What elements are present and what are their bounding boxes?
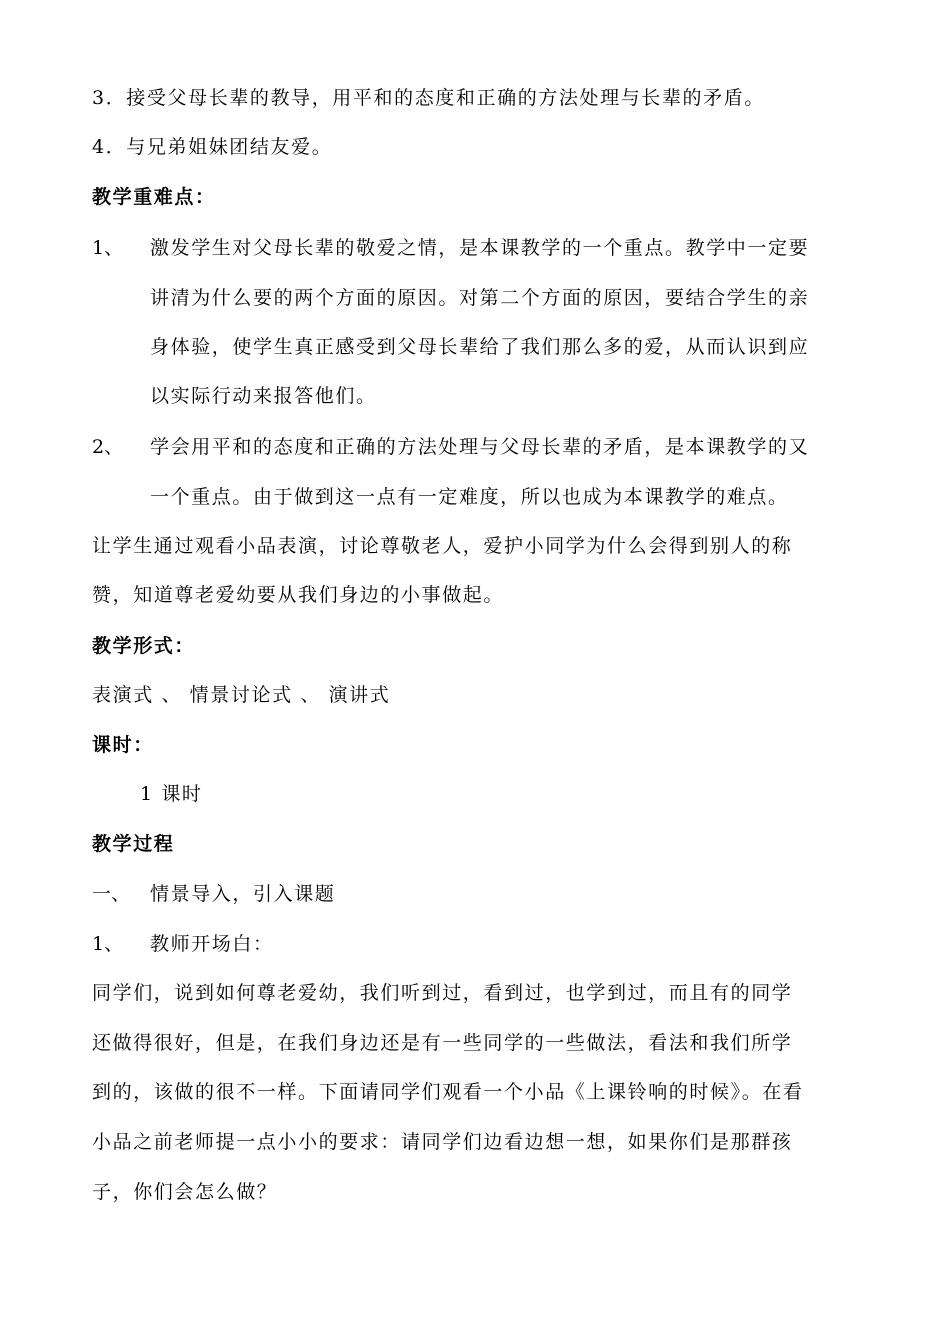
key-point-1-number: 1、 bbox=[92, 237, 124, 259]
process-section-1-number: 一、 bbox=[92, 883, 131, 905]
objective-item-3: 3．接受父母长辈的教导，用平和的态度和正确的方法处理与长辈的矛盾。 bbox=[92, 87, 765, 109]
key-point-1-line-1: 激发学生对父母长辈的敬爱之情，是本课教学的一个重点。教学中一定要 bbox=[150, 237, 810, 259]
key-points-extra-line-2: 赞，知道尊老爱幼要从我们身边的小事做起。 bbox=[92, 584, 505, 606]
speech-line-3: 到的，该做的很不一样。下面请同学们观看一个小品《上课铃响的时候》。在看 bbox=[92, 1081, 804, 1103]
key-points-extra-line-1: 让学生通过观看小品表演，讨论尊敬老人，爱护小同学为什么会得到别人的称 bbox=[92, 535, 793, 557]
form-text: 表演式 、 情景讨论式 、 演讲式 bbox=[92, 684, 391, 706]
process-heading: 教学过程 bbox=[92, 833, 175, 855]
key-point-2-line-2: 一个重点。由于做到这一点有一定难度，所以也成为本课教学的难点。 bbox=[150, 486, 789, 508]
speech-line-5: 子，你们会怎么做？ bbox=[92, 1181, 278, 1203]
key-point-1-line-4: 以实际行动来报答他们。 bbox=[150, 385, 377, 407]
process-section-1-title: 情景导入，引入课题 bbox=[150, 883, 336, 905]
speech-line-1: 同学们，说到如何尊老爱幼，我们听到过，看到过，也学到过，而且有的同学 bbox=[92, 982, 793, 1004]
key-point-1-line-2: 讲清为什么要的两个方面的原因。对第二个方面的原因，要结合学生的亲 bbox=[150, 287, 810, 309]
key-point-2-number: 2、 bbox=[92, 436, 124, 458]
speech-line-2: 还做得很好，但是，在我们身边还是有一些同学的一些做法，看法和我们所学 bbox=[92, 1032, 793, 1054]
process-step-1-title: 教师开场白： bbox=[150, 933, 274, 955]
objective-item-4: 4．与兄弟姐妹团结友爱。 bbox=[92, 136, 333, 158]
period-heading: 课时： bbox=[92, 734, 154, 756]
process-step-1-number: 1、 bbox=[92, 933, 124, 955]
form-heading: 教学形式： bbox=[92, 635, 196, 657]
key-points-heading: 教学重难点： bbox=[92, 186, 216, 208]
speech-line-4: 小品之前老师提一点小小的要求：请同学们边看边想一想，如果你们是那群孩 bbox=[92, 1131, 793, 1153]
key-point-2-line-1: 学会用平和的态度和正确的方法处理与父母长辈的矛盾，是本课教学的又 bbox=[150, 436, 810, 458]
period-text: 1 课时 bbox=[140, 783, 203, 805]
key-point-1-line-3: 身体验，使学生真正感受到父母长辈给了我们那么多的爱，从而认识到应 bbox=[150, 336, 810, 358]
